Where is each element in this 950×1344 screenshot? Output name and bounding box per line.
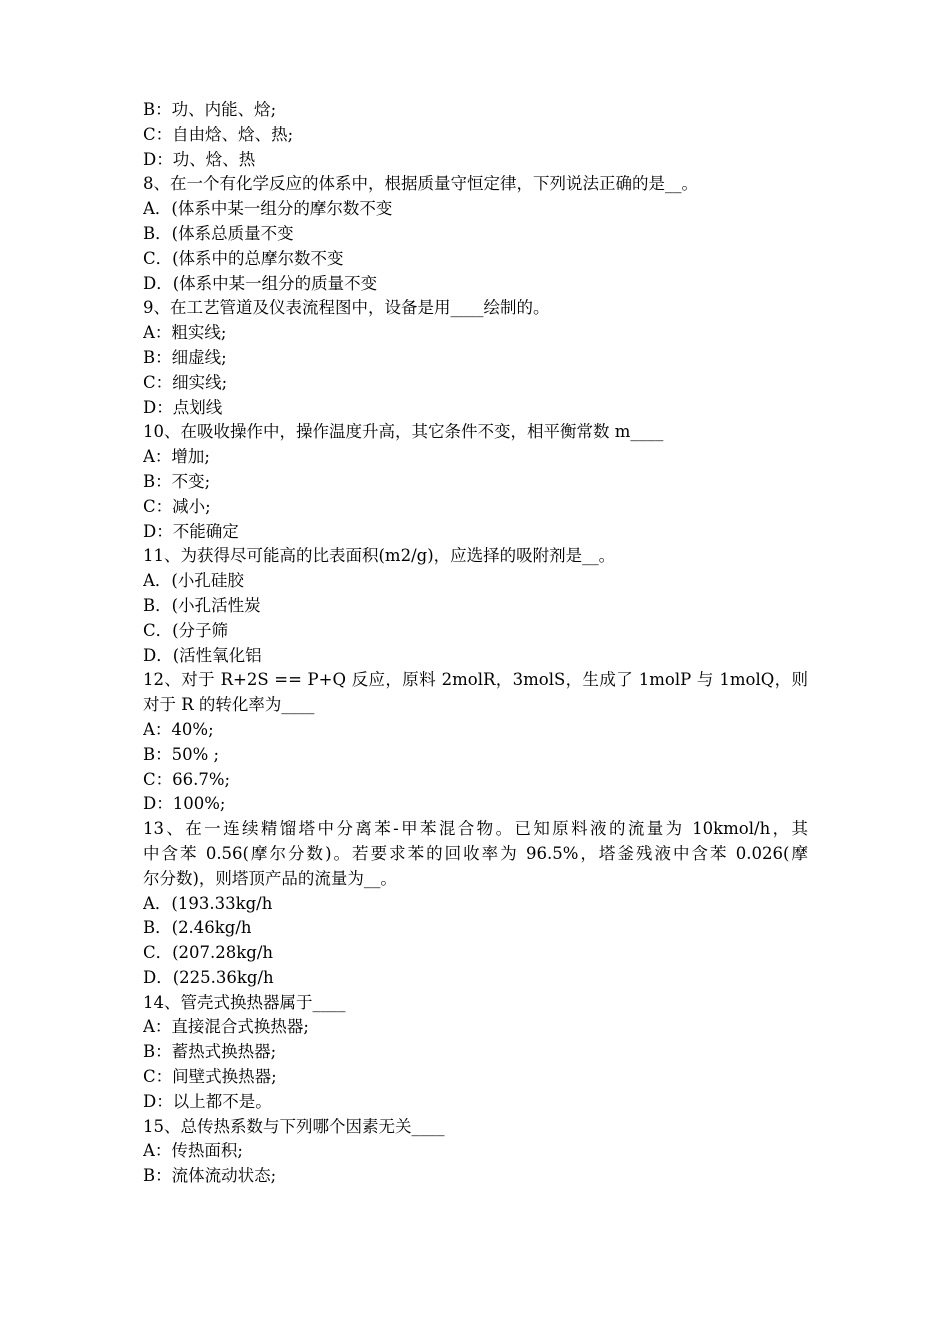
text-line: 8、在一个有化学反应的体系中，根据质量守恒定律，下列说法正确的是__。 [143,174,698,194]
text-line: A．(小孔硅胶 [143,571,244,591]
text-line: 15、总传热系数与下列哪个因素无关____ [143,1116,445,1136]
text-line: C：间壁式换热器; [143,1067,277,1087]
text-line: B．(2.46kg/h [143,918,252,938]
text-line: C．(分子筛 [143,620,229,640]
text-line: 13、在一连续精馏塔中分离苯-甲苯混合物。已知原料液的流量为 10kmol/h，其 [143,819,808,839]
text-line: B：功、内能、焓; [143,100,277,119]
text-line: A：增加; [143,447,210,467]
text-line: D：不能确定 [143,521,239,541]
text-line: A．(193.33kg/h [143,893,273,913]
text-line: C：减小; [143,496,211,516]
text-line: C．(体系中的总摩尔数不变 [143,248,344,268]
text-line: D：100%; [143,794,226,814]
text-line: A：直接混合式换热器; [143,1017,309,1037]
text-line: C．(207.28kg/h [143,943,274,963]
text-line: A．(体系中某一组分的摩尔数不变 [143,199,393,219]
text-line: A：40%; [143,719,214,739]
text-line: B．(小孔活性炭 [143,595,261,615]
text-line: 11、为获得尽可能高的比表面积(m2/g)，应选择的吸附剂是__。 [143,546,616,566]
text-line: D：点划线 [143,397,223,417]
text-line: D．(体系中某一组分的质量不变 [143,273,378,293]
text-line: A：粗实线; [143,323,227,343]
text-line: 9、在工艺管道及仪表流程图中，设备是用____绘制的。 [143,298,550,318]
text-line: 中含苯 0.56(摩尔分数)。若要求苯的回收率为 96.5%，塔釜残液中含苯 0.026(摩 [143,843,808,863]
text-line: D．(活性氧化铝 [143,645,262,665]
text-line: B：蓄热式换热器; [143,1042,277,1062]
document-page [143,98,808,1189]
text-line: B：50% ; [143,744,220,764]
text-line: D．(225.36kg/h [143,967,274,987]
text-line: D：功、焓、热 [143,149,256,169]
text-line: 14、管壳式换热器属于____ [143,992,346,1012]
text-line: B：流体流动状态; [143,1166,277,1186]
text-line: C：细实线; [143,372,228,392]
text-line: C：66.7%; [143,769,231,789]
text-line: B．(体系总质量不变 [143,223,294,243]
text-line: D：以上都不是。 [143,1091,272,1111]
text-line: C：自由焓、焓、热; [143,124,294,144]
text-line: A：传热面积; [143,1141,243,1161]
text-line: 尔分数)，则塔顶产品的流量为__。 [143,868,397,888]
text-line: 10、在吸收操作中，操作温度升高，其它条件不变，相平衡常数 m____ [143,422,664,442]
text-line: 对于 R 的转化率为____ [143,695,315,715]
text-line: B：细虚线; [143,347,227,367]
text-line: B：不变; [143,471,211,491]
text-line: 12、对于 R+2S == P+Q 反应，原料 2molR，3molS，生成了 1molP 与 1molQ，则 [143,670,808,690]
